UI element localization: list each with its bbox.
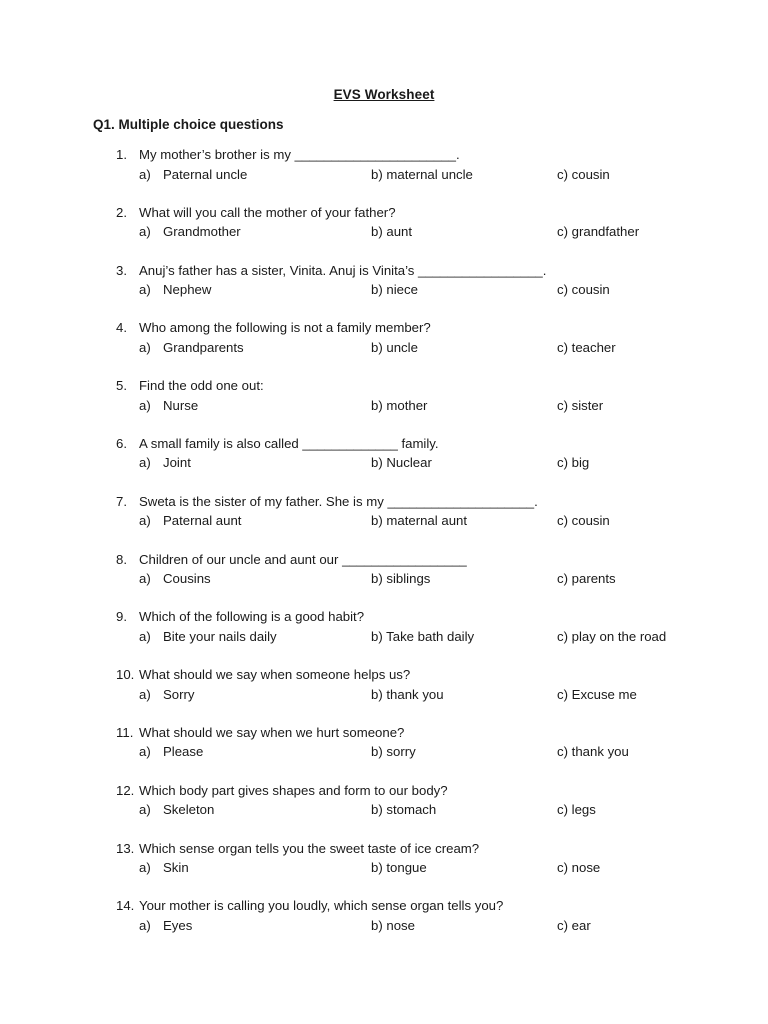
- option-c: c) thank you: [557, 744, 629, 760]
- question-number: 5.: [116, 378, 127, 394]
- option-b: b) nose: [371, 917, 415, 933]
- option-a-marker: a): [139, 744, 151, 760]
- question-line: [0, 203, 768, 222]
- question-line: [0, 723, 768, 742]
- options-line: [0, 685, 768, 704]
- option-a-marker: a): [139, 282, 151, 298]
- question-line: [0, 665, 768, 684]
- option-b: b) Take bath daily: [371, 628, 475, 644]
- option-a-marker: a): [139, 224, 151, 240]
- option-a: Grandparents: [163, 339, 244, 355]
- options-line: [0, 858, 768, 877]
- question-number: 10.: [116, 667, 135, 683]
- question-text: Find the odd one out:: [139, 378, 264, 394]
- options-line: [0, 569, 768, 588]
- option-b: b) siblings: [371, 571, 431, 587]
- option-c: c) big: [557, 455, 590, 471]
- question-item: [0, 839, 768, 897]
- option-c: c) teacher: [557, 339, 616, 355]
- question-text: Which of the following is a good habit?: [139, 609, 365, 625]
- options-line: [0, 338, 768, 357]
- options-line: [0, 916, 768, 935]
- question-text: A small family is also called _____________ family.: [139, 435, 439, 451]
- option-a: Eyes: [163, 917, 193, 933]
- question-item: [0, 723, 768, 781]
- question-item: [0, 492, 768, 550]
- question-line: [0, 376, 768, 395]
- question-line: [0, 839, 768, 858]
- question-item: [0, 665, 768, 723]
- option-c: c) legs: [557, 802, 596, 818]
- option-b: b) aunt: [371, 224, 413, 240]
- options-line: [0, 453, 768, 472]
- option-b: b) maternal uncle: [371, 166, 473, 182]
- question-item: [0, 781, 768, 839]
- option-a: Joint: [163, 455, 191, 471]
- option-c: c) parents: [557, 571, 616, 587]
- option-a: Skeleton: [163, 802, 215, 818]
- question-text: Sweta is the sister of my father. She is my ____________________.: [139, 493, 538, 509]
- option-a: Cousins: [163, 571, 211, 587]
- option-c: c) nose: [557, 860, 601, 876]
- question-number: 8.: [116, 551, 127, 567]
- option-b: b) uncle: [371, 339, 418, 355]
- question-line: [0, 896, 768, 915]
- options-line: [0, 222, 768, 241]
- option-a-marker: a): [139, 397, 151, 413]
- option-a: Bite your nails daily: [163, 628, 277, 644]
- question-text: My mother’s brother is my ______________________.: [139, 147, 460, 162]
- options-line: [0, 280, 768, 299]
- question-number: 4.: [116, 320, 127, 336]
- question-line: [0, 318, 768, 337]
- option-c: c) cousin: [557, 513, 610, 529]
- question-number: 1.: [116, 147, 127, 162]
- question-text: Children of our uncle and aunt our _________________: [139, 551, 467, 567]
- question-text: What should we say when someone helps us?: [139, 667, 411, 683]
- options-line: [0, 800, 768, 819]
- option-c: c) ear: [557, 917, 591, 933]
- options-line: [0, 511, 768, 530]
- question-line: [0, 145, 768, 164]
- option-b: b) Nuclear: [371, 455, 432, 471]
- option-b: b) tongue: [371, 860, 427, 876]
- option-c: c) Excuse me: [557, 686, 637, 702]
- option-b: b) stomach: [371, 802, 437, 818]
- option-a: Please: [163, 744, 204, 760]
- option-c: c) cousin: [557, 166, 610, 182]
- option-a-marker: a): [139, 166, 151, 182]
- question-line: [0, 492, 768, 511]
- question-text: Which sense organ tells you the sweet taste of ice cream?: [139, 840, 480, 856]
- question-item: [0, 896, 768, 954]
- option-a-marker: a): [139, 917, 151, 933]
- question-item: [0, 261, 768, 319]
- question-number: 14.: [116, 898, 135, 914]
- option-a: Paternal aunt: [163, 513, 242, 529]
- option-b: b) sorry: [371, 744, 416, 760]
- question-item: [0, 550, 768, 608]
- question-text: Which body part gives shapes and form to our body?: [139, 782, 448, 798]
- question-text: What will you call the mother of your father?: [139, 204, 396, 220]
- options-line: [0, 165, 768, 184]
- option-c: c) sister: [557, 397, 604, 413]
- page-title: EVS Worksheet: [333, 87, 435, 102]
- option-a-marker: a): [139, 860, 151, 876]
- option-a-marker: a): [139, 455, 151, 471]
- option-b: b) maternal aunt: [371, 513, 468, 529]
- question-number: 3.: [116, 262, 127, 278]
- question-line: [0, 261, 768, 280]
- question-list: [0, 145, 768, 954]
- question-number: 9.: [116, 609, 127, 625]
- question-item: [0, 376, 768, 434]
- question-number: 6.: [116, 435, 127, 451]
- option-a-marker: a): [139, 802, 151, 818]
- question-line: [0, 607, 768, 626]
- question-text: Who among the following is not a family member?: [139, 320, 431, 336]
- option-a-marker: a): [139, 686, 151, 702]
- section-heading: Q1. Multiple choice questions: [93, 117, 284, 132]
- option-a-marker: a): [139, 571, 151, 587]
- question-line: [0, 781, 768, 800]
- question-line: [0, 550, 768, 569]
- question-item: [0, 434, 768, 492]
- option-b: b) thank you: [371, 686, 444, 702]
- option-a: Nephew: [163, 282, 212, 298]
- question-text: Anuj’s father has a sister, Vinita. Anuj is Vinita’s _________________.: [139, 262, 547, 278]
- option-c: c) grandfather: [557, 224, 640, 240]
- question-number: 13.: [116, 840, 135, 856]
- question-item: [0, 203, 768, 261]
- option-a: Skin: [163, 860, 189, 876]
- option-a: Paternal uncle: [163, 166, 248, 182]
- option-a-marker: a): [139, 628, 151, 644]
- option-c: c) cousin: [557, 282, 610, 298]
- question-number: 2.: [116, 204, 127, 220]
- question-number: 11.: [116, 724, 134, 740]
- question-number: 7.: [116, 493, 127, 509]
- question-item: [0, 607, 768, 665]
- option-c: c) play on the road: [557, 628, 667, 644]
- question-text: Your mother is calling you loudly, which sense organ tells you?: [139, 898, 504, 914]
- option-a: Nurse: [163, 397, 199, 413]
- option-b: b) niece: [371, 282, 418, 298]
- options-line: [0, 627, 768, 646]
- options-line: [0, 396, 768, 415]
- question-item: [0, 318, 768, 376]
- question-number: 12.: [116, 782, 135, 798]
- question-item: [0, 145, 768, 203]
- option-a: Grandmother: [163, 224, 241, 240]
- option-a-marker: a): [139, 339, 151, 355]
- option-a: Sorry: [163, 686, 195, 702]
- question-text: What should we say when we hurt someone?: [139, 724, 405, 740]
- question-line: [0, 434, 768, 453]
- option-b: b) mother: [371, 397, 428, 413]
- options-line: [0, 742, 768, 761]
- option-a-marker: a): [139, 513, 151, 529]
